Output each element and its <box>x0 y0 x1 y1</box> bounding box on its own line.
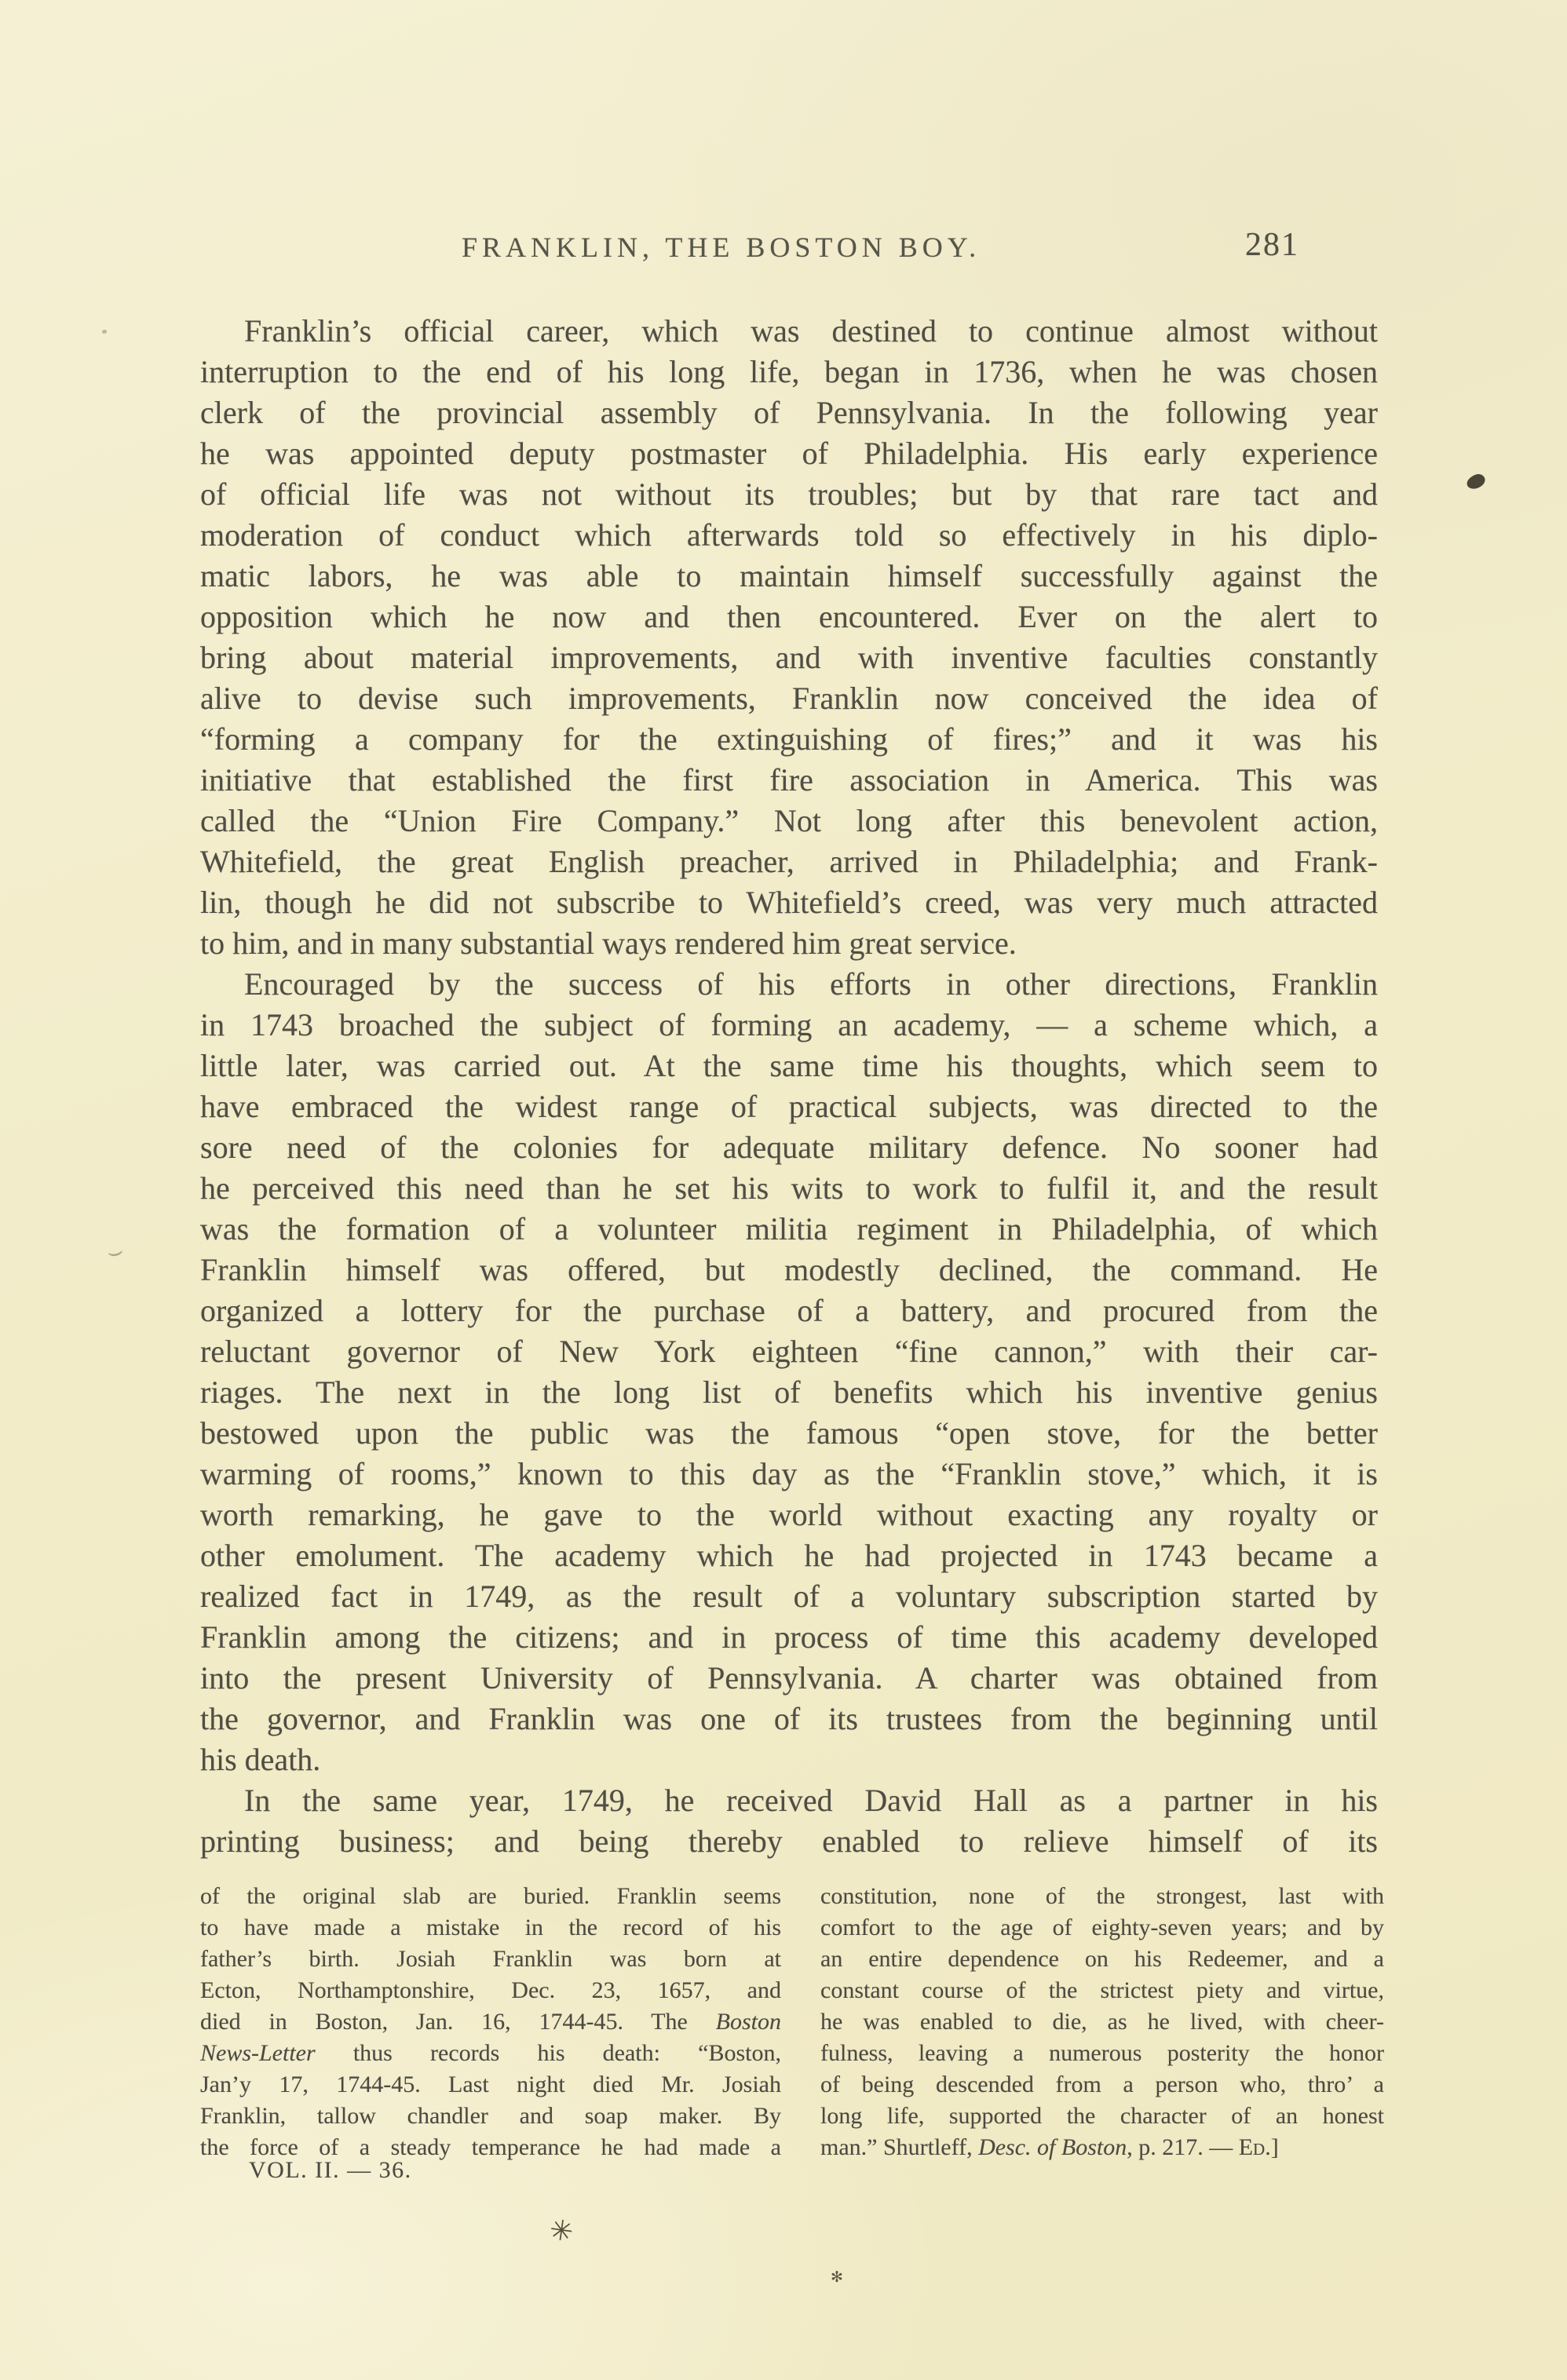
body-line: his death. <box>200 1742 321 1777</box>
body-line: interruption to the end of his long life, began in 1736, when he was chosen <box>200 354 1378 389</box>
body-line: other emolument. The academy which he had projected in 1743 became a <box>200 1538 1378 1573</box>
chapter-title: FRANKLIN, THE BOSTON BOY. <box>462 232 981 263</box>
body-line: matic labors, he was able to maintain himself successfully against the <box>200 558 1378 593</box>
footnote-line: Ecton, Northamptonshire, Dec. 23, 1657, and <box>200 1977 781 2003</box>
footnote-line: constitution, none of the strongest, last with <box>820 1883 1384 1909</box>
body-line: in 1743 broached the subject of forming an academy, — a scheme which, a <box>200 1007 1378 1042</box>
footnote-line: of the original slab are buried. Franklin seems <box>200 1883 781 1909</box>
small-caps-text: Ed. <box>1238 2134 1271 2160</box>
footnote-column-left <box>200 1881 781 2163</box>
body-line: to him, and in many substantial ways rendered him great service. <box>200 925 1017 961</box>
margin-squiggle: ⌣ <box>104 1236 126 1267</box>
italic-text: News-Letter <box>200 2040 316 2066</box>
footnote-line: an entire dependence on his Redeemer, and a <box>820 1946 1384 1972</box>
italic-text: Boston <box>715 2009 781 2035</box>
body-line: sore need of the colonies for adequate military defence. No sooner had <box>200 1130 1378 1165</box>
italic-text: Desc. of Boston <box>978 2134 1127 2160</box>
printers-mark: ✳ <box>547 2214 575 2248</box>
body-line: alive to devise such improvements, Franklin now conceived the idea of <box>200 681 1378 716</box>
footnote-line: long life, supported the character of an honest <box>820 2103 1384 2129</box>
body-line: clerk of the provincial assembly of Pennsylvania. In the following year <box>200 395 1378 430</box>
body-line: Whitefield, the great English preacher, arrived in Philadelphia; and Frank- <box>200 844 1378 879</box>
footnotes <box>200 1881 1384 2163</box>
body-line: he perceived this need than he set his wits to work to fulfil it, and the result <box>200 1170 1378 1206</box>
body-line: have embraced the widest range of practical subjects, was directed to the <box>200 1089 1378 1124</box>
faint-speck <box>102 330 107 334</box>
body-line: was the formation of a volunteer militia regiment in Philadelphia, of which <box>200 1211 1378 1247</box>
footnote-line: the force of a steady temperance he had made a <box>200 2134 781 2160</box>
body-line: bestowed upon the public was the famous “open stove, for the better <box>200 1415 1378 1451</box>
body-line: opposition which he now and then encountered. Ever on the alert to <box>200 599 1378 634</box>
footnote-line: of being descended from a person who, thro’ a <box>820 2072 1384 2097</box>
page-number: 281 <box>1245 227 1299 263</box>
footnote-line: man.” Shurtleff, Desc. of Boston, p. 217. — Ed.] <box>820 2134 1279 2160</box>
footnote-line: Jan’y 17, 1744-45. Last night died Mr. Josiah <box>200 2072 781 2097</box>
paragraph <box>200 311 1378 964</box>
volume-signature: VOL. II. — 36. <box>249 2157 412 2183</box>
body-line: “forming a company for the extinguishing of fires;” and it was his <box>200 721 1378 757</box>
footnote-line: comfort to the age of eighty-seven years; and by <box>820 1915 1384 1940</box>
body-line: riages. The next in the long list of benefits which his inventive genius <box>200 1374 1378 1410</box>
running-header <box>462 231 981 264</box>
body-line: Franklin among the citizens; and in process of time this academy developed <box>200 1619 1378 1655</box>
body-line: realized fact in 1749, as the result of a voluntary subscription started by <box>200 1579 1378 1614</box>
body-line: of official life was not without its troubles; but by that rare tact and <box>200 476 1378 512</box>
body-line: Franklin’s official career, which was destined to continue almost without <box>244 313 1378 349</box>
body-line: Encouraged by the success of his efforts in other directions, Franklin <box>244 966 1378 1002</box>
body-line: warming of rooms,” known to this day as the “Franklin stove,” which, it is <box>200 1456 1378 1491</box>
footnote-line: Franklin, tallow chandler and soap maker. By <box>200 2103 781 2129</box>
body-text <box>200 311 1378 1862</box>
body-line: worth remarking, he gave to the world without exacting any royalty or <box>200 1497 1378 1532</box>
body-line: into the present University of Pennsylvania. A charter was obtained from <box>200 1660 1378 1696</box>
footnote-line: constant course of the strictest piety and virtue, <box>820 1977 1384 2003</box>
footnote-column-right <box>820 1881 1384 2163</box>
body-line: the governor, and Franklin was one of its trustees from the beginning until <box>200 1701 1378 1736</box>
footnote-line: died in Boston, Jan. 16, 1744-45. The Boston <box>200 2009 781 2035</box>
footnote-line: father’s birth. Josiah Franklin was born at <box>200 1946 781 1972</box>
body-line: reluctant governor of New York eighteen “fine cannon,” with their car- <box>200 1334 1378 1369</box>
paragraph <box>200 964 1378 1780</box>
body-line: organized a lottery for the purchase of a battery, and procured from the <box>200 1293 1378 1328</box>
footnote-line: to have made a mistake in the record of his <box>200 1915 781 1940</box>
body-line: lin, though he did not subscribe to Whitefield’s creed, was very much attracted <box>200 885 1378 920</box>
body-line: Franklin himself was offered, but modestly declined, the command. He <box>200 1252 1378 1287</box>
body-line: In the same year, 1749, he received David Hall as a partner in his <box>244 1783 1378 1818</box>
footnote-line: he was enabled to die, as he lived, with cheer- <box>820 2009 1384 2035</box>
body-line: he was appointed deputy postmaster of Philadelphia. His early experience <box>200 436 1378 471</box>
paragraph <box>200 1780 1378 1862</box>
footnote-line: fulness, leaving a numerous posterity the honor <box>820 2040 1384 2066</box>
body-line: little later, was carried out. At the same time his thoughts, which seem to <box>200 1048 1378 1083</box>
body-line: moderation of conduct which afterwards told so effectively in his diplo- <box>200 517 1378 553</box>
margin-ink-blob <box>1465 473 1487 491</box>
footnote-line: News-Letter thus records his death: “Boston, <box>200 2040 781 2066</box>
body-line: bring about material improvements, and with inventive faculties constantly <box>200 640 1378 675</box>
body-line: printing business; and being thereby enabled to relieve himself of its <box>200 1823 1378 1859</box>
body-line: called the “Union Fire Company.” Not long after this benevolent action, <box>200 803 1378 838</box>
body-line: initiative that established the first fire association in America. This was <box>200 762 1378 798</box>
small-ink-spot: ✻ <box>831 2269 843 2286</box>
